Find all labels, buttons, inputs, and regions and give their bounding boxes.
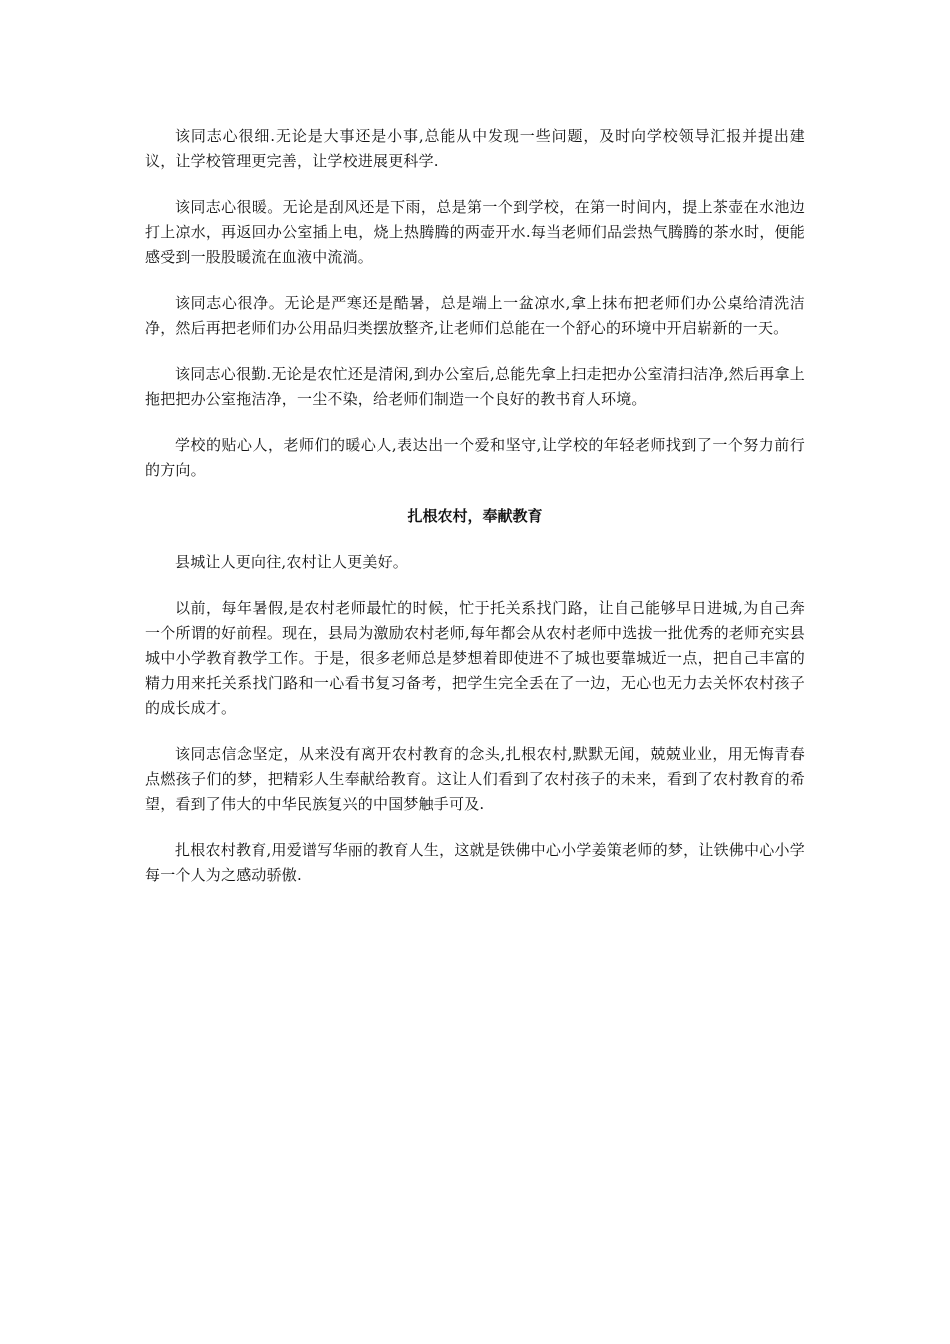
- paragraph-summary: 学校的贴心人，老师们的暖心人,表达出一个爱和坚守,让学校的年轻老师找到了一个努力前行的方向。: [145, 436, 805, 479]
- paragraph-past: 以前，每年暑假,是农村老师最忙的时候，忙于托关系找门路，让自己能够早日进城,为自己奔一个所谓的好前程。现在，县局为激励农村老师,每年都会从农村老师中选拔一批优秀的老师充实县城中小学教育教学工作。于是，很多老师总是梦想着即使进不了城也要靠城近一点，把自己丰富的精力用来托关系找门路和一心看书复习备考，把学生完全丢在了一边，无心也无力去关怀农村孩子的成长成才。: [145, 599, 805, 717]
- paragraph-warm: 该同志心很暖。无论是刮风还是下雨，总是第一个到学校，在第一时间内，提上茶壶在水池边打上凉水，再返回办公室插上电，烧上热腾腾的两壶开水.每当老师们品尝热气腾腾的茶水时，便能感受到一股股暖流在血液中流淌。: [145, 198, 805, 266]
- paragraph-conclusion: 扎根农村教育,用爱谱写华丽的教育人生，这就是铁佛中心小学姜策老师的梦，让铁佛中心小学每一个人为之感动骄傲.: [145, 841, 805, 884]
- paragraph-diligent: 该同志心很勤.无论是农忙还是清闲,到办公室后,总能先拿上扫走把办公室清扫洁净,然后再拿上拖把把办公室拖洁净，一尘不染，给老师们制造一个良好的教书育人环境。: [145, 365, 805, 408]
- paragraph-attentive: 该同志心很细.无论是大事还是小事,总能从中发现一些问题，及时向学校领导汇报并提出建议，让学校管理更完善，让学校进展更科学.: [145, 127, 805, 170]
- paragraph-belief: 该同志信念坚定，从来没有离开农村教育的念头,扎根农村,默默无闻，兢兢业业，用无悔青春点燃孩子们的梦，把精彩人生奉献给教育。这让人们看到了农村孩子的未来，看到了农村教育的希望，看到了伟大的中华民族复兴的中国梦触手可及.: [145, 745, 805, 813]
- paragraph-clean: 该同志心很净。无论是严寒还是酷暑，总是端上一盆凉水,拿上抹布把老师们办公桌给清洗洁净，然后再把老师们办公用品归类摆放整齐,让老师们总能在一个舒心的环境中开启崭新的一天。: [145, 294, 805, 337]
- paragraph-intro: 县城让人更向往,农村让人更美好。: [175, 553, 408, 571]
- section-heading: 扎根农村，奉献教育: [407, 507, 543, 525]
